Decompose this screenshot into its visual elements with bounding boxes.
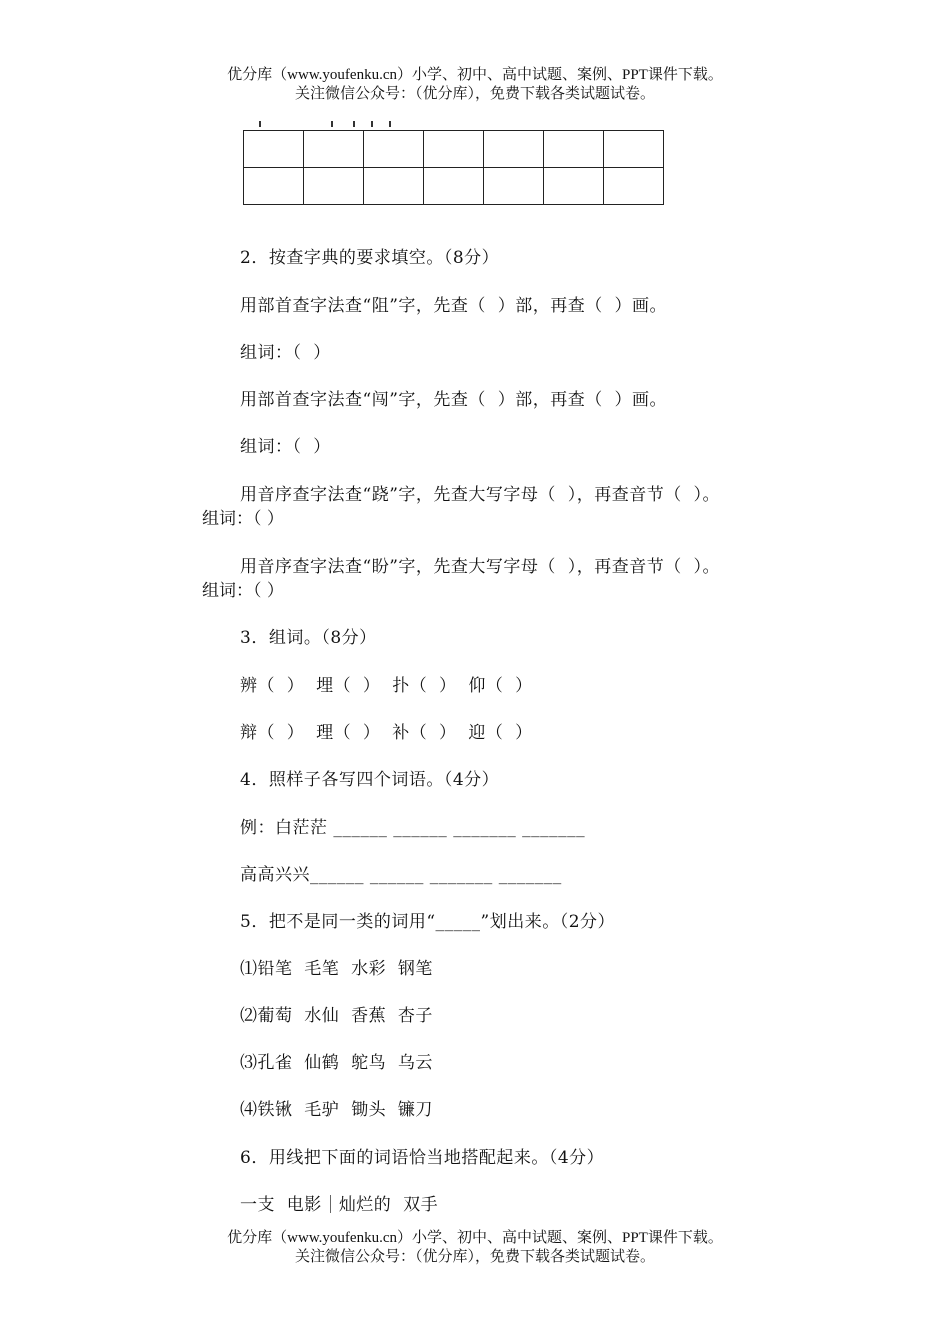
q6-row-1: [240, 1194, 438, 1216]
q2-line-5a: 用音序查字法查“跷”字，先查大写字母（ ），再查音节（ ）。: [240, 485, 720, 505]
grid-cell: [304, 131, 364, 168]
header-line-2: 关注微信公众号：（优分库），免费下载各类试题试卷。: [294, 86, 655, 102]
q4-row-1: 例：白茫茫 ______ ______ _______ _______: [240, 818, 586, 838]
grid-cell: [304, 168, 364, 205]
grid-cell: [484, 131, 544, 168]
q5-title: 5．把不是同一类的词用“_____”划出来。（2分）: [240, 912, 616, 932]
q4-title: 4．照样子各写四个词语。（4分）: [240, 770, 500, 790]
grid-cell: [244, 131, 304, 168]
q2-line-5b: 组词：（ ）: [202, 509, 284, 529]
q6-left-words: 一支 电影: [240, 1195, 322, 1215]
q6-title: 6．用线把下面的词语恰当地搭配起来。（4分）: [240, 1148, 605, 1168]
q2-paragraph-6: [202, 555, 802, 603]
q2-title: 2．按查字典的要求填空。（8分）: [240, 248, 500, 268]
grid-cell: [544, 168, 604, 205]
page-header: [0, 66, 950, 104]
q5-item-3: ⑶孔雀 仙鹤 鸵鸟 乌云: [240, 1053, 433, 1073]
page-footer: [0, 1229, 950, 1267]
q5-item-1: ⑴铅笔 毛笔 水彩 钢笔: [240, 959, 433, 979]
q5-item-4: ⑷铁锹 毛驴 锄头 镰刀: [240, 1100, 433, 1120]
divider-bar: [330, 1195, 331, 1213]
grid-cell: [484, 168, 544, 205]
cropped-text-fragment: [243, 117, 403, 127]
q4-row-2: 高高兴兴______ ______ _______ _______: [240, 865, 562, 885]
q2-paragraph-5: [202, 483, 802, 531]
q3-title: 3．组词。（8分）: [240, 628, 377, 648]
header-line-1: 优分库（www.youfenku.cn）小学、初中、高中试题、案例、PPT课件下载。: [227, 67, 723, 83]
q5-item-2: ⑵葡萄 水仙 香蕉 杏子: [240, 1006, 433, 1026]
grid-row: [244, 131, 664, 168]
q2-line-2: 组词：（ ）: [240, 343, 331, 363]
writing-grid: [243, 130, 664, 205]
q2-line-1: 用部首查字法查“阻”字，先查（ ）部，再查（ ）画。: [240, 296, 667, 316]
q6-right-words: 灿烂的 双手: [338, 1195, 439, 1215]
footer-line-2: 关注微信公众号：（优分库），免费下载各类试题试卷。: [294, 1249, 655, 1265]
q2-line-4: 组词：（ ）: [240, 437, 331, 457]
grid-cell: [604, 131, 664, 168]
grid-cell: [364, 131, 424, 168]
grid-row: [244, 168, 664, 205]
footer-line-1: 优分库（www.youfenku.cn）小学、初中、高中试题、案例、PPT课件下载。: [227, 1230, 723, 1246]
grid-cell: [424, 131, 484, 168]
grid-cell: [544, 131, 604, 168]
grid-cell: [244, 168, 304, 205]
q3-row-1: 辨（ ） 埋（ ） 扑（ ） 仰（ ）: [240, 676, 533, 696]
grid-cell: [364, 168, 424, 205]
grid-cell: [604, 168, 664, 205]
q2-line-6b: 组词：（ ）: [202, 581, 284, 601]
q2-line-3: 用部首查字法查“闯”字，先查（ ）部，再查（ ）画。: [240, 390, 667, 410]
grid-cell: [424, 168, 484, 205]
q3-row-2: 辩（ ） 理（ ） 补（ ） 迎（ ）: [240, 723, 533, 743]
q2-line-6a: 用音序查字法查“盼”字，先查大写字母（ ），再查音节（ ）。: [240, 557, 720, 577]
